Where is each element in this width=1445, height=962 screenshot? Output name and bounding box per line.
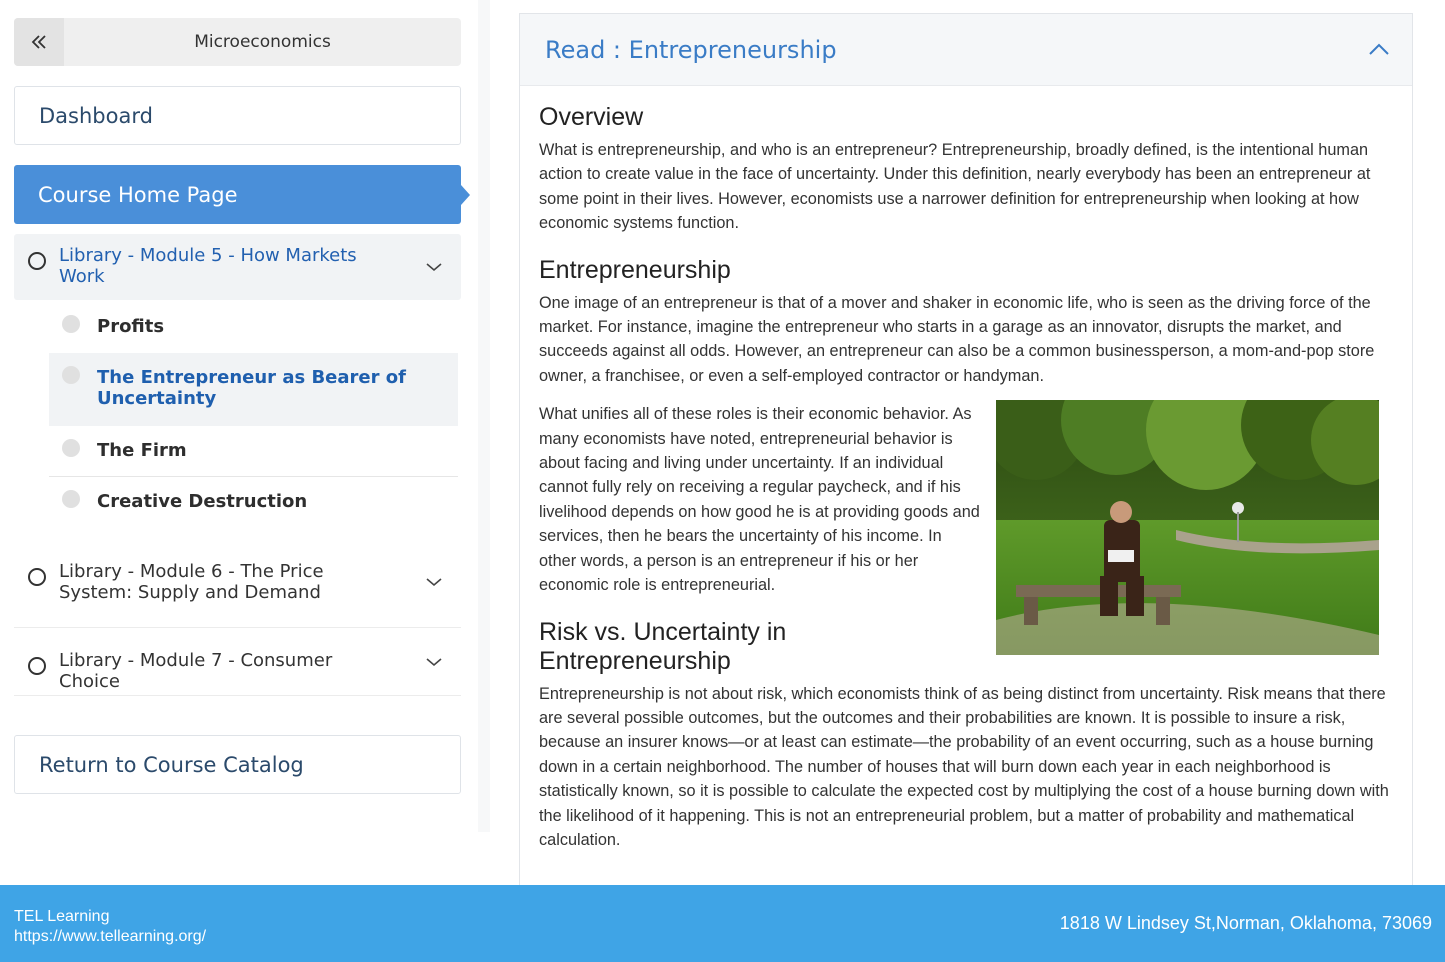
footer-address: 1818 W Lindsey St,Norman, Oklahoma, 73069 [1059, 913, 1432, 933]
circle-icon [28, 657, 46, 675]
module-5-label: Library - Module 5 - How Markets Work [59, 245, 357, 287]
module-7-item[interactable] [14, 629, 461, 696]
course-title: Microeconomics [194, 32, 331, 52]
lesson-label: Profits [97, 316, 165, 337]
chevron-down-icon[interactable] [421, 254, 447, 280]
lesson-status-icon [62, 315, 80, 333]
paragraph: What is entrepreneurship, and who is an entrepreneur? Entrepreneurship, broadly defined, is the intentional human action to create value in the face of uncertainty. Under this definition, nearly everybody has been an entrepreneur at some point in their lives. However, economists use a narrower definition for entrepreneurship when looking at how economic systems function. [539, 141, 1371, 233]
course-home-link[interactable]: Course Home Page [14, 165, 461, 224]
footer-url-link[interactable]: https://www.tellearning.org/ [14, 928, 207, 945]
entrepreneur-on-bench-photo [996, 400, 1379, 655]
lesson-label: The Entrepreneur as Bearer of Uncertainty [97, 367, 406, 409]
collapse-sidebar-button[interactable] [14, 18, 64, 66]
return-to-catalog-link[interactable]: Return to Course Catalog [14, 735, 461, 794]
footer [0, 885, 1445, 962]
lesson-firm[interactable] [49, 427, 458, 477]
double-chevron-left-icon [30, 33, 48, 51]
paragraph: What unifies all of these roles is their economic behavior. As many economists have noted, entrepreneurial behavior is about facing and living under uncertainty. If an individual cannot fully rely on receiving a regular paycheck, and if his livelihood depends on how good he is at providing goods and services, then he bears the uncertainty of his income. In other words, a person is an entrepreneur if his or her economic role is entrepreneurial. [539, 405, 980, 595]
chevron-down-icon[interactable] [421, 649, 447, 675]
paragraph: One image of an entrepreneur is that of a mover and shaker in economic life, who is seen as the driving force of the market. For instance, imagine the entrepreneur who starts in a garage as an innovator, disrupts the market, and succeeds against all odds. However, an entrepreneur can also be a common businessperson, a mom-and-pop store owner, a franchisee, or even a self-employed contractor or handyman. [539, 293, 1375, 385]
chevron-down-icon[interactable] [421, 569, 447, 595]
module-7-label: Library - Module 7 - Consumer Choice [59, 650, 333, 692]
chevron-up-icon[interactable] [1366, 37, 1392, 63]
section-heading: Risk vs. Uncertainty in Entrepreneurship [539, 617, 787, 675]
lesson-profits[interactable] [49, 302, 458, 352]
reading-panel [519, 13, 1413, 885]
sidebar-divider [478, 0, 490, 832]
paragraph: Entrepreneurship is not about risk, which economists think of as being distinct from uncertainty. Risk means that there are several possible outcomes, but the outcomes and their probabilities are known. It is possible to insure a risk, because an insurer knows—or at least can estimate—the probability of an event occurring, such as a house burning down in a certain neighborhood. The number of houses that will burn down each year in each neighborhood is statistically known, so it is possible to calculate the expected cost by multiplying the cost of a house burning down with the likelihood of it happening. This is not an entrepreneurial problem, but a matter of probability and mathematical calculation. [539, 684, 1389, 849]
section-heading: Entrepreneurship [539, 255, 731, 284]
reading-title: Read : Entrepreneurship [545, 35, 837, 64]
circle-icon [28, 568, 46, 586]
lesson-label: Creative Destruction [97, 491, 308, 512]
reading-header[interactable] [520, 14, 1412, 86]
lesson-status-icon [62, 366, 80, 384]
reading-body [520, 86, 1412, 852]
lesson-creative-destruction[interactable] [49, 478, 458, 528]
circle-icon [28, 252, 46, 270]
lesson-status-icon [62, 490, 80, 508]
lesson-status-icon [62, 439, 80, 457]
sidebar [0, 0, 480, 885]
module-5-item[interactable] [14, 234, 461, 300]
footer-org-name: TEL Learning [14, 908, 110, 925]
lesson-entrepreneur[interactable] [49, 353, 458, 426]
lesson-label: The Firm [97, 440, 187, 461]
module-6-item[interactable] [14, 540, 461, 628]
module-6-label: Library - Module 6 - The Price System: Supply and Demand [59, 561, 324, 603]
section-heading: Overview [539, 103, 644, 131]
dashboard-link[interactable]: Dashboard [14, 86, 461, 145]
course-header [14, 18, 461, 66]
